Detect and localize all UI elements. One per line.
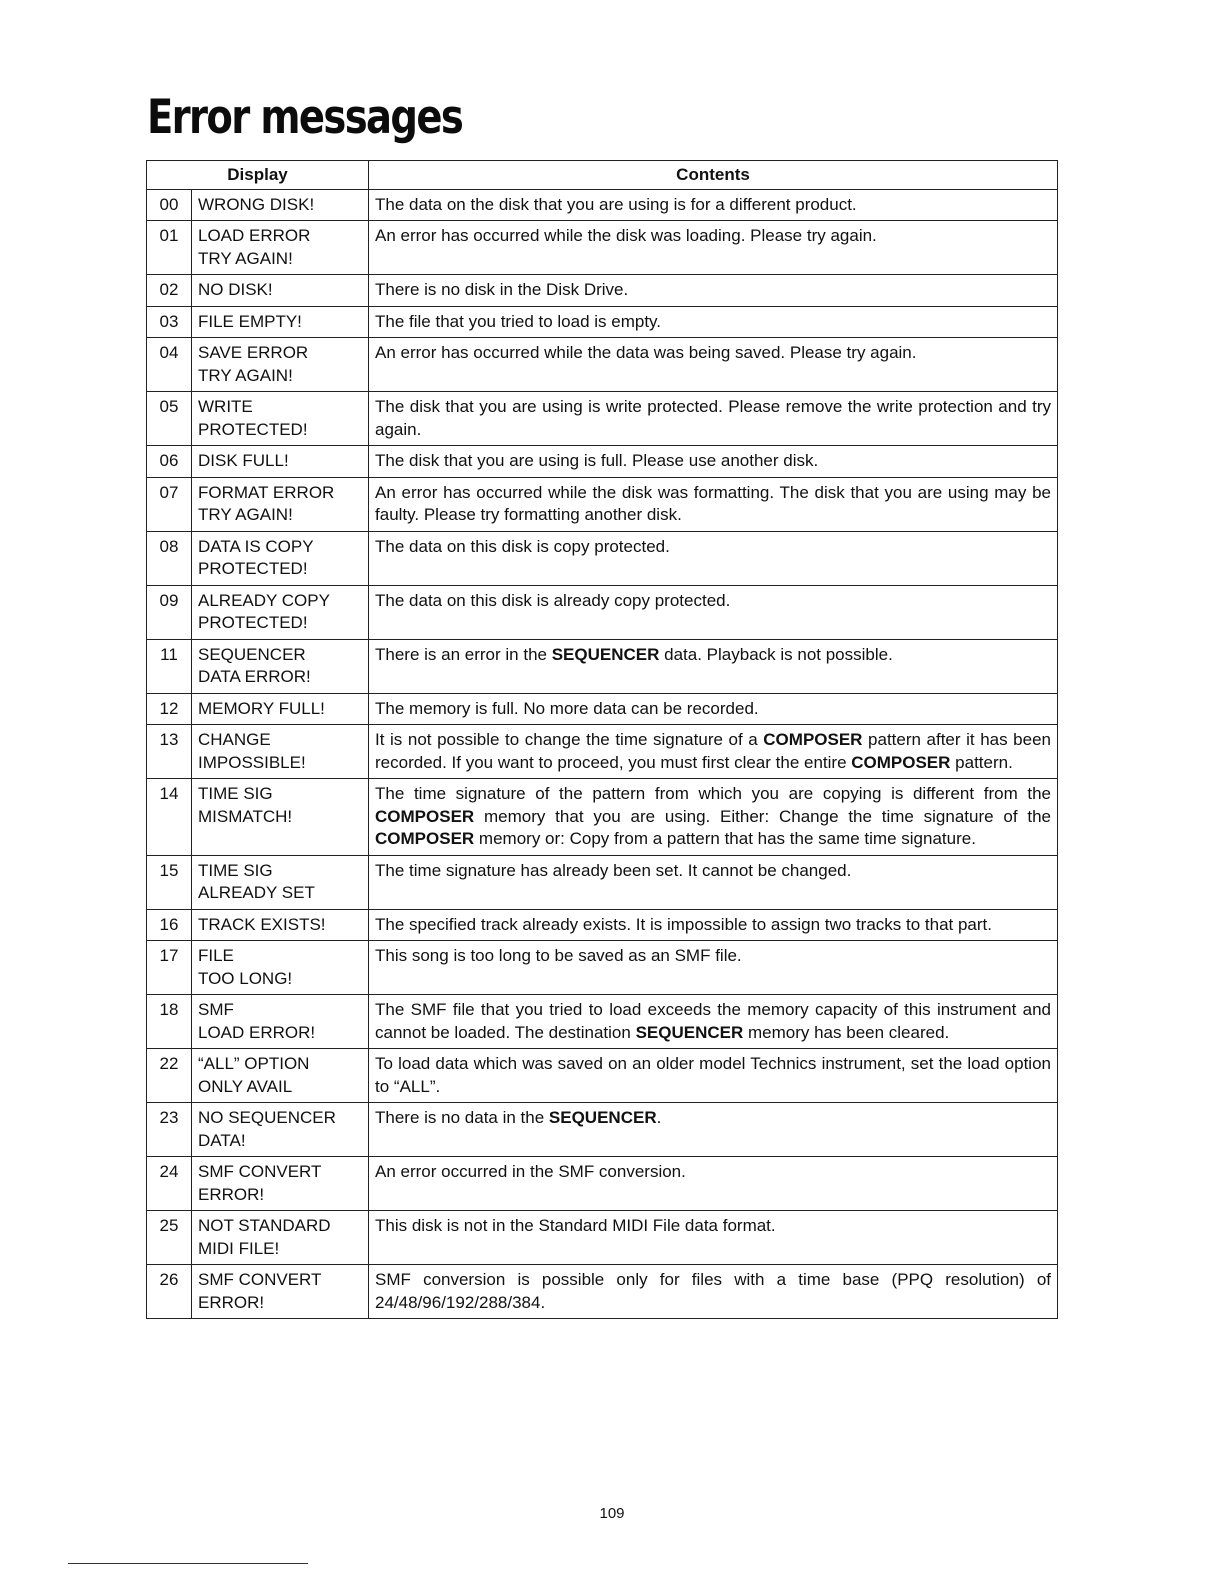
table-row: [147, 531, 1058, 585]
error-contents: [369, 1157, 1058, 1211]
contents-text: The specified track already exists. It is impossible to assign two tracks to that part.: [375, 914, 992, 934]
table-row: [147, 639, 1058, 693]
table-row: [147, 1049, 1058, 1103]
emphasized-term: COMPOSER: [851, 752, 951, 772]
table-row: [147, 995, 1058, 1049]
error-code: 15: [147, 855, 192, 909]
contents-text: The data on this disk is already copy protected.: [375, 590, 731, 610]
table-row: [147, 909, 1058, 941]
error-code: 03: [147, 306, 192, 338]
error-display-text: FILE TOO LONG!: [192, 941, 369, 995]
table-row: [147, 221, 1058, 275]
contents-text: There is an error in the: [375, 644, 552, 664]
contents-text: An error has occurred while the disk was formatting. The disk that you are using may be faulty. Please try formatting another disk.: [375, 482, 1051, 524]
error-contents: [369, 338, 1058, 392]
error-display-text: NOT STANDARD MIDI FILE!: [192, 1211, 369, 1265]
header-display: Display: [147, 161, 369, 190]
error-display-text: TIME SIG ALREADY SET: [192, 855, 369, 909]
contents-text: The data on the disk that you are using is for a different product.: [375, 194, 857, 214]
error-display-text: DISK FULL!: [192, 446, 369, 478]
table-row: [147, 725, 1058, 779]
table-header-row: [147, 161, 1058, 190]
error-contents: [369, 275, 1058, 307]
table-row: [147, 941, 1058, 995]
emphasized-term: SEQUENCER: [635, 1022, 744, 1042]
emphasized-term: COMPOSER: [375, 829, 475, 848]
error-contents: [369, 995, 1058, 1049]
contents-text: pattern after it has been recorded. If you want to proceed, you must first clear the entire: [375, 730, 1051, 772]
error-code: 14: [147, 779, 192, 856]
error-contents: [369, 531, 1058, 585]
error-code: 24: [147, 1157, 192, 1211]
error-display-text: TRACK EXISTS!: [192, 909, 369, 941]
contents-text: The memory is full. No more data can be recorded.: [375, 698, 759, 718]
table-row: [147, 1265, 1058, 1319]
error-display-text: FORMAT ERROR TRY AGAIN!: [192, 477, 369, 531]
table-row: [147, 392, 1058, 446]
error-display-text: SAVE ERROR TRY AGAIN!: [192, 338, 369, 392]
error-contents: [369, 221, 1058, 275]
page-number: 109: [599, 1505, 625, 1522]
error-display-text: WRITE PROTECTED!: [192, 392, 369, 446]
contents-text: SMF conversion is possible only for files with a time base (PPQ resolution) of 24/48/96/192/288/384.: [375, 1270, 1051, 1312]
error-display-text: CHANGE IMPOSSIBLE!: [192, 725, 369, 779]
error-code: 17: [147, 941, 192, 995]
contents-text: The SMF file that you tried to load exceeds the memory capacity of this instrument and cannot be loaded. The destination: [375, 1000, 1051, 1042]
contents-text: memory or: Copy from a pattern that has the same time signature.: [474, 829, 976, 848]
contents-text: An error has occurred while the data was being saved. Please try again.: [375, 343, 917, 362]
contents-text: .: [656, 1108, 662, 1127]
error-code: 25: [147, 1211, 192, 1265]
error-code: 09: [147, 585, 192, 639]
error-contents: [369, 855, 1058, 909]
emphasized-term: SEQUENCER: [548, 1108, 657, 1127]
error-display-text: “ALL” OPTION ONLY AVAIL: [192, 1049, 369, 1103]
contents-text: The time signature of the pattern from which you are copying is different from the: [375, 784, 1051, 803]
table-row: [147, 477, 1058, 531]
table-row: [147, 693, 1058, 725]
table-row: [147, 585, 1058, 639]
error-display-text: SMF CONVERT ERROR!: [192, 1265, 369, 1319]
page-title: Error messages: [147, 90, 463, 145]
table-row: [147, 779, 1058, 856]
error-contents: [369, 306, 1058, 338]
error-contents: [369, 779, 1058, 856]
table-row: [147, 189, 1058, 221]
error-code: 11: [147, 639, 192, 693]
error-display-text: FILE EMPTY!: [192, 306, 369, 338]
error-contents: [369, 1049, 1058, 1103]
error-contents: [369, 446, 1058, 478]
error-code: 23: [147, 1103, 192, 1157]
error-display-text: TIME SIG MISMATCH!: [192, 779, 369, 856]
contents-text: The time signature has already been set. It cannot be changed.: [375, 860, 852, 880]
error-code: 04: [147, 338, 192, 392]
error-contents: [369, 1103, 1058, 1157]
contents-text: data. Playback is not possible.: [659, 644, 893, 664]
error-code: 08: [147, 531, 192, 585]
error-display-text: MEMORY FULL!: [192, 693, 369, 725]
table-row: [147, 1103, 1058, 1157]
error-display-text: NO DISK!: [192, 275, 369, 307]
header-contents: Contents: [369, 161, 1058, 190]
error-contents: [369, 909, 1058, 941]
error-code: 26: [147, 1265, 192, 1319]
table-body: [147, 189, 1058, 1319]
error-contents: [369, 639, 1058, 693]
emphasized-term: COMPOSER: [763, 730, 863, 749]
contents-text: The disk that you are using is write protected. Please remove the write protection and try again.: [375, 397, 1051, 439]
error-code: 22: [147, 1049, 192, 1103]
footer-rule: [68, 1563, 308, 1564]
contents-text: The file that you tried to load is empty.: [375, 311, 662, 331]
error-display-text: WRONG DISK!: [192, 189, 369, 221]
table-row: [147, 855, 1058, 909]
contents-text: pattern.: [950, 752, 1013, 772]
error-contents: [369, 477, 1058, 531]
error-code: 02: [147, 275, 192, 307]
table-row: [147, 306, 1058, 338]
error-code: 13: [147, 725, 192, 779]
error-display-text: SMF LOAD ERROR!: [192, 995, 369, 1049]
contents-text: There is no data in the: [375, 1108, 549, 1127]
contents-text: memory that you are using. Either: Change the time signature of the: [474, 806, 1051, 826]
error-code: 06: [147, 446, 192, 478]
error-contents: [369, 585, 1058, 639]
error-contents: [369, 189, 1058, 221]
error-display-text: LOAD ERROR TRY AGAIN!: [192, 221, 369, 275]
error-code: 01: [147, 221, 192, 275]
contents-text: To load data which was saved on an older model Technics instrument, set the load option to “ALL”.: [375, 1054, 1051, 1096]
table-row: [147, 275, 1058, 307]
error-display-text: ALREADY COPY PROTECTED!: [192, 585, 369, 639]
contents-text: The disk that you are using is full. Please use another disk.: [375, 451, 819, 470]
error-code: 00: [147, 189, 192, 221]
error-contents: [369, 725, 1058, 779]
error-code: 12: [147, 693, 192, 725]
error-contents: [369, 392, 1058, 446]
error-code: 07: [147, 477, 192, 531]
error-code: 16: [147, 909, 192, 941]
contents-text: An error occurred in the SMF conversion.: [375, 1162, 686, 1181]
error-code: 18: [147, 995, 192, 1049]
contents-text: memory has been cleared.: [743, 1022, 950, 1042]
table-row: [147, 1157, 1058, 1211]
table-row: [147, 446, 1058, 478]
contents-text: The data on this disk is copy protected.: [375, 536, 670, 556]
contents-text: This song is too long to be saved as an SMF file.: [375, 946, 742, 965]
contents-text: It is not possible to change the time signature of a: [375, 730, 764, 749]
error-messages-table: [146, 160, 1058, 1319]
emphasized-term: COMPOSER: [375, 806, 475, 826]
error-contents: [369, 693, 1058, 725]
error-contents: [369, 941, 1058, 995]
contents-text: There is no disk in the Disk Drive.: [375, 280, 629, 299]
table-row: [147, 1211, 1058, 1265]
error-display-text: SMF CONVERT ERROR!: [192, 1157, 369, 1211]
error-display-text: SEQUENCER DATA ERROR!: [192, 639, 369, 693]
error-code: 05: [147, 392, 192, 446]
contents-text: This disk is not in the Standard MIDI File data format.: [375, 1216, 776, 1235]
error-display-text: DATA IS COPY PROTECTED!: [192, 531, 369, 585]
contents-text: An error has occurred while the disk was loading. Please try again.: [375, 226, 877, 245]
table-row: [147, 338, 1058, 392]
emphasized-term: SEQUENCER: [551, 644, 660, 664]
error-contents: [369, 1211, 1058, 1265]
error-display-text: NO SEQUENCER DATA!: [192, 1103, 369, 1157]
error-contents: [369, 1265, 1058, 1319]
